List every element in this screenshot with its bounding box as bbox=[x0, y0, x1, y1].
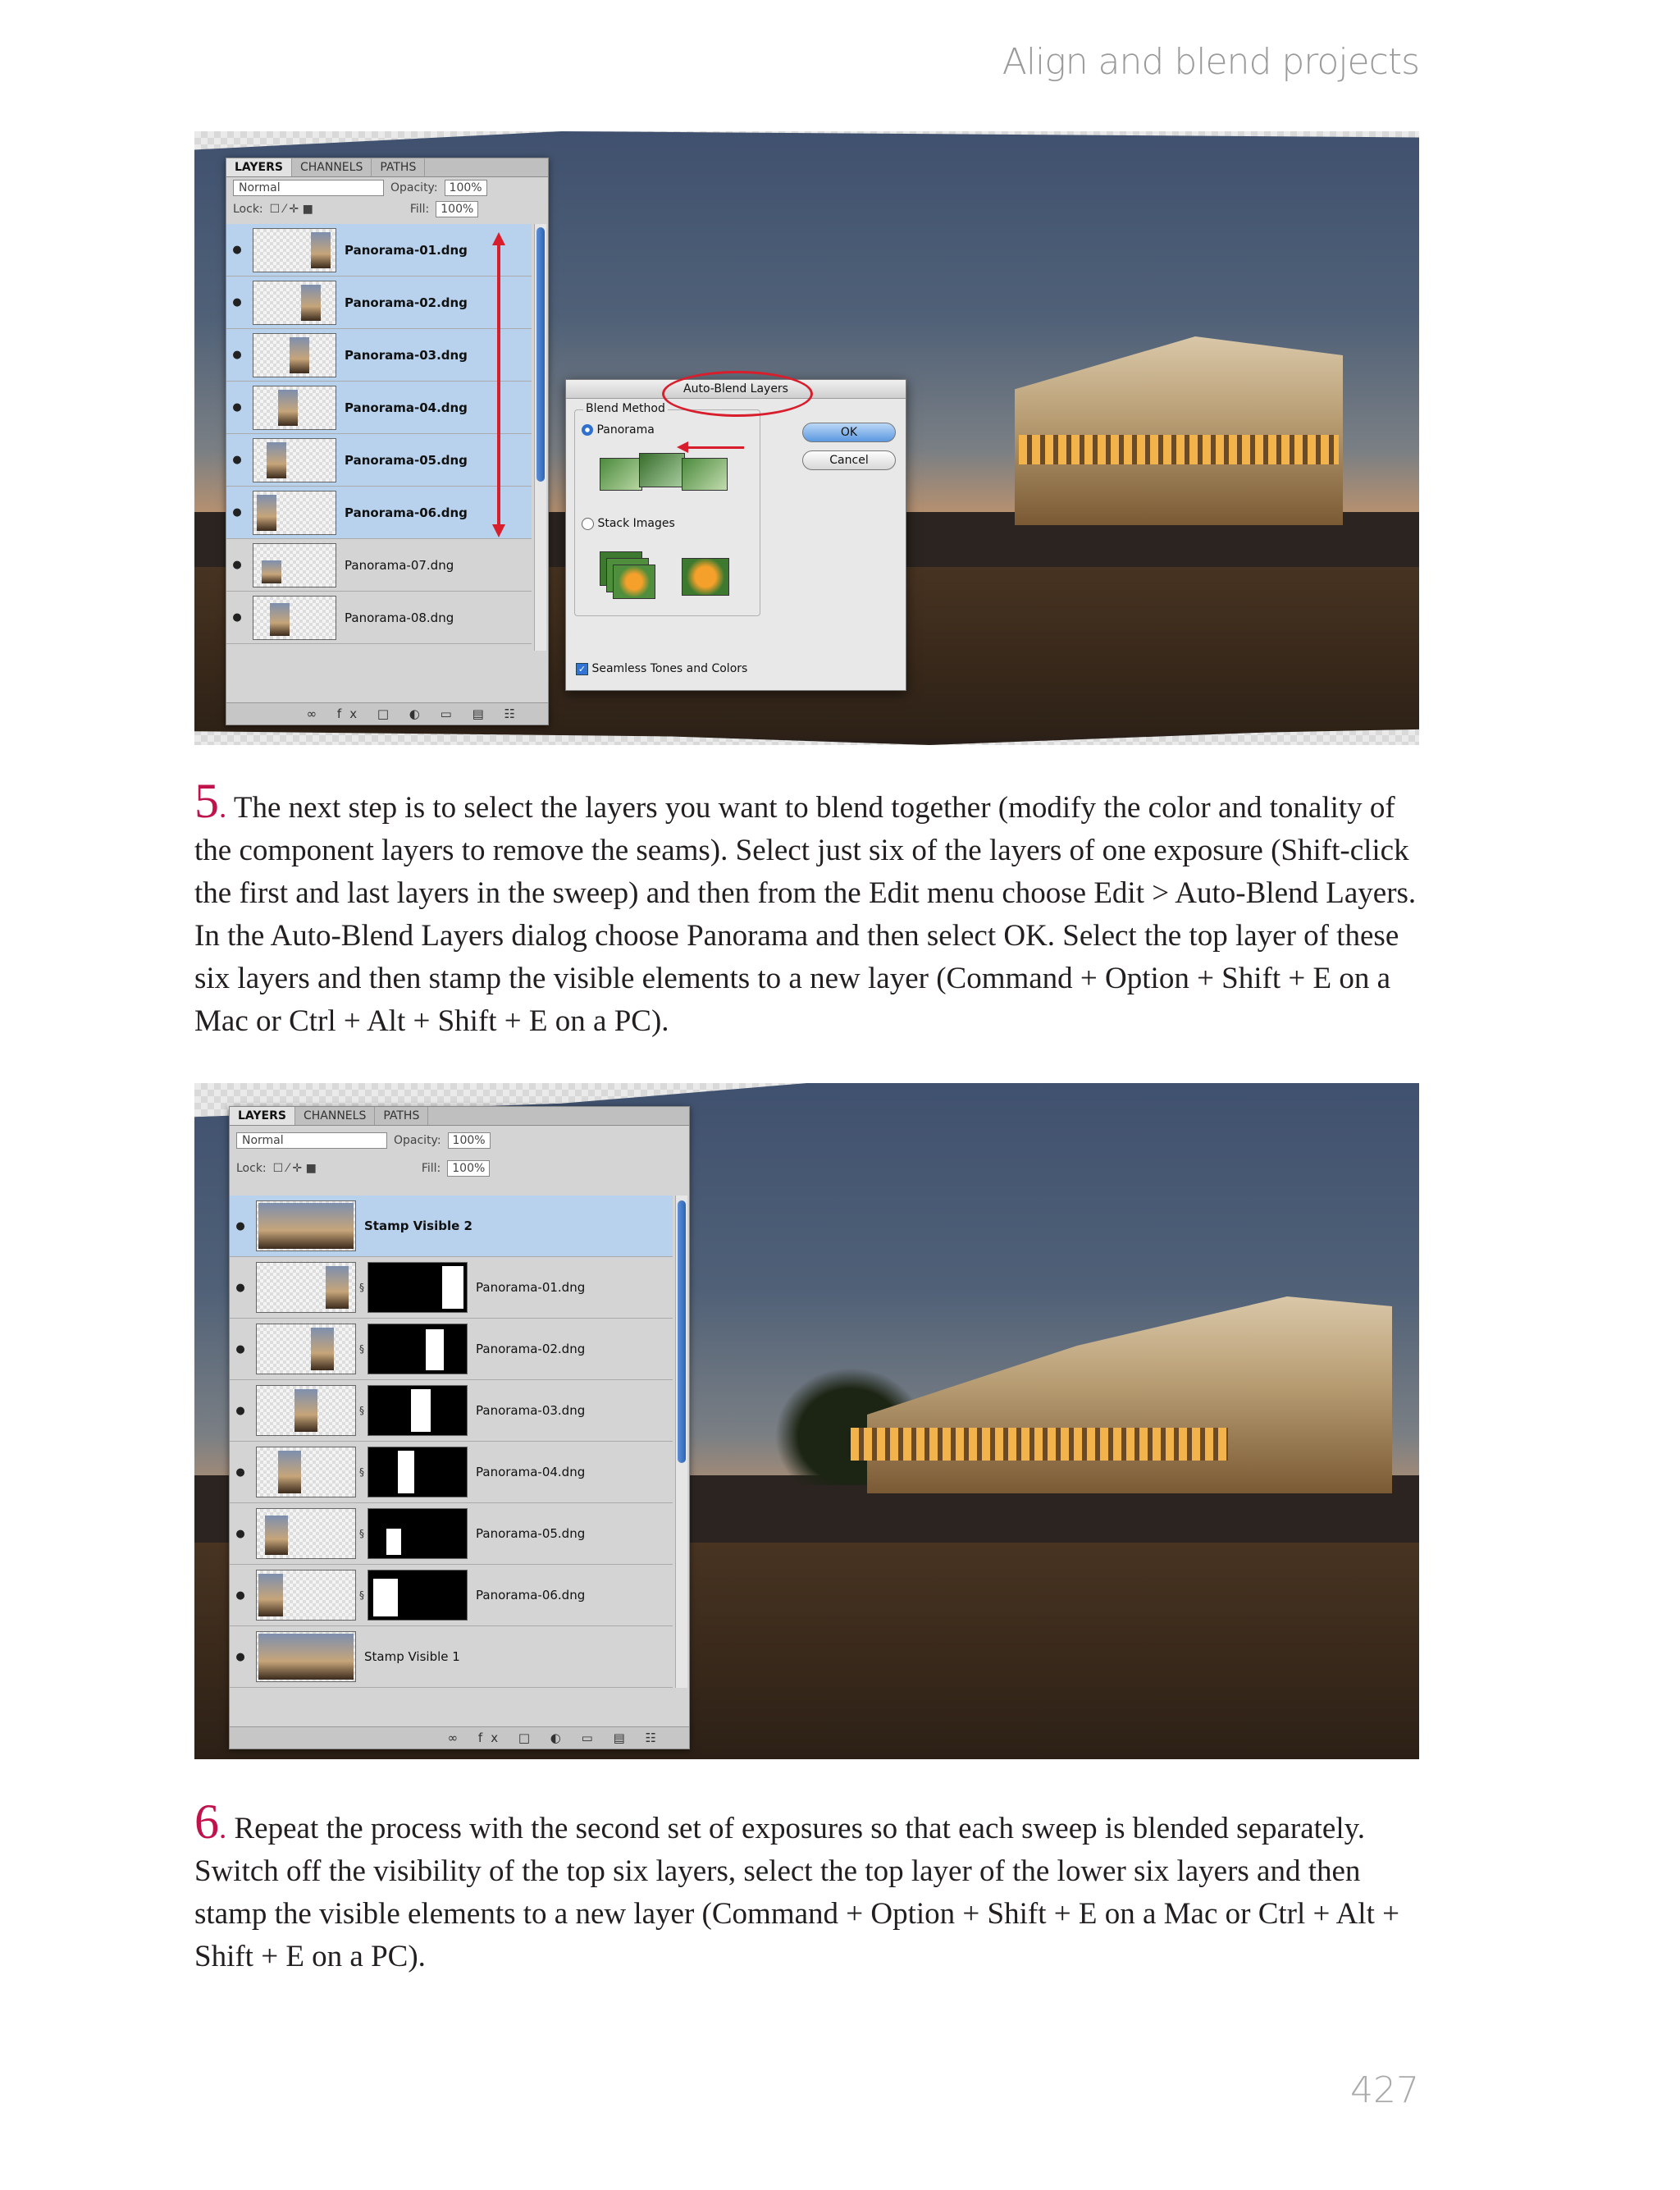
layer-row[interactable] bbox=[230, 1257, 673, 1319]
seamless-checkbox[interactable] bbox=[576, 662, 747, 675]
arrow-head-down bbox=[492, 524, 505, 537]
eye-icon[interactable]: ● bbox=[235, 1465, 245, 1479]
layer-thumbnail bbox=[253, 596, 336, 640]
layer-scrollbar[interactable] bbox=[534, 224, 546, 651]
option-panorama[interactable] bbox=[582, 423, 655, 437]
layer-thumbnail bbox=[253, 228, 336, 272]
fill-label: Fill: bbox=[409, 203, 430, 216]
layer-mask bbox=[368, 1570, 468, 1621]
layers-panel bbox=[229, 1106, 690, 1749]
link-icon: § bbox=[359, 1405, 364, 1416]
lock-label: Lock: bbox=[233, 203, 263, 216]
panel-tabs bbox=[230, 1107, 689, 1126]
callout-dialog-title bbox=[662, 371, 813, 417]
eye-icon[interactable]: ● bbox=[232, 296, 242, 309]
layer-list bbox=[230, 1196, 689, 1721]
layer-name: Panorama-05.dng bbox=[476, 1526, 586, 1541]
panel-footer-icons[interactable]: ∞ fx □ ◐ ▭ ▤ ☷ bbox=[230, 1726, 689, 1749]
layer-mask bbox=[368, 1508, 468, 1559]
layer-name: Stamp Visible 2 bbox=[364, 1218, 472, 1233]
opacity-label: Opacity: bbox=[390, 181, 438, 194]
layer-mask bbox=[368, 1385, 468, 1436]
layer-name: Panorama-07.dng bbox=[345, 557, 454, 573]
panorama-preview-icon bbox=[600, 453, 731, 494]
layer-row[interactable] bbox=[226, 277, 532, 329]
blend-mode-select[interactable]: Normal bbox=[233, 180, 384, 196]
layer-row[interactable] bbox=[226, 487, 532, 539]
layer-thumbnail bbox=[256, 1447, 356, 1497]
figure-1-screenshot bbox=[194, 131, 1419, 745]
auto-blend-dialog bbox=[565, 379, 906, 691]
layer-thumbnail bbox=[253, 333, 336, 377]
opacity-field[interactable]: 100% bbox=[448, 1132, 491, 1149]
eye-icon[interactable]: ● bbox=[235, 1342, 245, 1356]
eye-icon[interactable]: ● bbox=[232, 611, 242, 624]
layer-thumbnail bbox=[256, 1508, 356, 1559]
eye-icon[interactable]: ● bbox=[232, 454, 242, 466]
lock-label: Lock: bbox=[236, 1162, 267, 1175]
layer-thumbnail bbox=[253, 281, 336, 325]
layer-name: Panorama-03.dng bbox=[345, 347, 468, 363]
layer-row[interactable] bbox=[230, 1380, 673, 1442]
eye-icon[interactable]: ● bbox=[235, 1281, 245, 1294]
link-icon: § bbox=[359, 1589, 364, 1601]
dialog-title: Auto-Blend Layers bbox=[566, 380, 906, 399]
layer-row[interactable] bbox=[226, 592, 532, 644]
running-head: Align and blend projects bbox=[1002, 41, 1419, 83]
step-number: 6 bbox=[194, 1795, 219, 1849]
layer-row[interactable] bbox=[230, 1319, 673, 1380]
cancel-button[interactable]: Cancel bbox=[802, 450, 896, 470]
panel-footer-icons[interactable]: ∞ fx □ ◐ ▭ ▤ ☷ bbox=[226, 702, 548, 725]
layer-thumbnail bbox=[256, 1324, 356, 1374]
fill-label: Fill: bbox=[421, 1162, 441, 1175]
tab-layers[interactable]: LAYERS bbox=[230, 1107, 295, 1125]
layer-thumbnail bbox=[253, 491, 336, 535]
step-number: 5 bbox=[194, 774, 219, 828]
layer-thumbnail bbox=[256, 1262, 356, 1313]
layer-name: Panorama-01.dng bbox=[345, 242, 468, 258]
step-text: The next step is to select the layers you want to blend together (modify the color and tonality of the component layers to remove the seams). Select just six of the layers of one exposure (Shift-click the first and last layers in the sweep) and then from the Edit menu choose Edit > Auto-Blend Layers. In the Auto-Blend Layers dialog choose Panorama and then select OK. Select the top layer of these six layers and then stamp the visible elements to a new layer (Command + Option + Shift + E on a Mac or Ctrl + Alt + Shift + E on a PC). bbox=[194, 791, 1417, 1038]
link-icon: § bbox=[359, 1282, 364, 1293]
layer-row[interactable] bbox=[226, 382, 532, 434]
lock-icons[interactable]: ☐ ⁄ ✛ ■ bbox=[269, 203, 313, 216]
layer-thumbnail bbox=[253, 543, 336, 588]
eye-icon[interactable]: ● bbox=[232, 559, 242, 571]
radio-selected-icon bbox=[582, 424, 593, 436]
tab-channels[interactable]: CHANNELS bbox=[292, 158, 372, 176]
stack-preview-icon bbox=[600, 551, 739, 597]
eye-icon[interactable]: ● bbox=[232, 244, 242, 256]
building-windows bbox=[851, 1428, 1228, 1461]
eye-icon[interactable]: ● bbox=[232, 349, 242, 361]
tab-paths[interactable]: PATHS bbox=[372, 158, 425, 176]
fill-field[interactable]: 100% bbox=[447, 1160, 490, 1177]
eye-icon[interactable]: ● bbox=[235, 1589, 245, 1602]
layer-row[interactable] bbox=[230, 1196, 673, 1257]
link-icon: § bbox=[359, 1528, 364, 1539]
layer-name: Panorama-04.dng bbox=[476, 1465, 586, 1479]
eye-icon[interactable]: ● bbox=[235, 1650, 245, 1663]
layer-row[interactable] bbox=[230, 1442, 673, 1503]
checkbox-checked-icon: ✓ bbox=[576, 663, 588, 675]
layer-row[interactable] bbox=[230, 1565, 673, 1626]
arrow-head-up bbox=[492, 232, 505, 245]
blend-method-group bbox=[574, 402, 760, 616]
eye-icon[interactable]: ● bbox=[235, 1527, 245, 1540]
layer-name: Stamp Visible 1 bbox=[364, 1649, 460, 1664]
layer-thumbnail bbox=[256, 1570, 356, 1621]
callout-arrowhead bbox=[677, 441, 688, 453]
tab-paths[interactable]: PATHS bbox=[375, 1107, 428, 1125]
lock-icons[interactable]: ☐ ⁄ ✛ ■ bbox=[272, 1162, 317, 1175]
opacity-field[interactable]: 100% bbox=[445, 180, 487, 196]
eye-icon[interactable]: ● bbox=[232, 506, 242, 519]
layer-row[interactable] bbox=[226, 434, 532, 487]
ok-button[interactable]: OK bbox=[802, 423, 896, 442]
layer-name: Panorama-06.dng bbox=[345, 505, 468, 520]
layer-mask bbox=[368, 1262, 468, 1313]
layer-name: Panorama-06.dng bbox=[476, 1588, 586, 1602]
layer-name: Panorama-04.dng bbox=[345, 400, 468, 415]
blend-method-label: Blend Method bbox=[583, 402, 668, 415]
checkbox-label: Seamless Tones and Colors bbox=[591, 662, 748, 675]
layer-name: Panorama-02.dng bbox=[345, 295, 468, 310]
layer-name: Panorama-03.dng bbox=[476, 1403, 586, 1418]
option-label: Stack Images bbox=[597, 517, 675, 530]
step-text: Repeat the process with the second set of exposures so that each sweep is blended separately. Switch off the visibility of the top six layers, select the top layer of the lower six layers and then stamp the visible elements to a new layer (Command + Option + Shift + E on a Mac or Ctrl + Alt + Shift + E on a PC). bbox=[194, 1812, 1399, 1973]
layer-thumbnail bbox=[256, 1385, 356, 1436]
tab-channels[interactable]: CHANNELS bbox=[295, 1107, 375, 1125]
link-icon: § bbox=[359, 1343, 364, 1355]
layer-name: Panorama-05.dng bbox=[345, 452, 468, 468]
radio-icon bbox=[582, 518, 594, 530]
eye-icon[interactable]: ● bbox=[235, 1219, 245, 1232]
callout-arrow-panorama bbox=[687, 446, 744, 449]
opacity-label: Opacity: bbox=[394, 1134, 441, 1147]
layer-name: Panorama-08.dng bbox=[345, 610, 454, 625]
option-stack-images[interactable] bbox=[582, 517, 675, 530]
layer-mask bbox=[368, 1324, 468, 1374]
figure-2-screenshot bbox=[194, 1083, 1419, 1759]
option-label: Panorama bbox=[596, 423, 655, 437]
tab-layers[interactable]: LAYERS bbox=[226, 158, 292, 176]
layer-row[interactable] bbox=[230, 1626, 673, 1688]
link-icon: § bbox=[359, 1466, 364, 1478]
panel-tabs bbox=[226, 158, 548, 177]
layer-mask bbox=[368, 1447, 468, 1497]
layer-name: Panorama-02.dng bbox=[476, 1342, 586, 1356]
layer-list bbox=[226, 224, 548, 700]
layer-row[interactable] bbox=[230, 1503, 673, 1565]
page-number: 427 bbox=[1350, 2069, 1419, 2111]
layer-thumbnail bbox=[256, 1200, 356, 1251]
layer-thumbnail bbox=[253, 386, 336, 430]
eye-icon[interactable]: ● bbox=[232, 401, 242, 414]
layer-row[interactable] bbox=[226, 329, 532, 382]
layer-scrollbar[interactable] bbox=[675, 1196, 687, 1688]
layers-panel bbox=[226, 158, 549, 725]
eye-icon[interactable]: ● bbox=[235, 1404, 245, 1417]
layer-thumbnail bbox=[253, 438, 336, 482]
layer-thumbnail bbox=[256, 1631, 356, 1682]
blend-mode-select[interactable]: Normal bbox=[236, 1132, 387, 1149]
fill-field[interactable]: 100% bbox=[436, 201, 478, 217]
layer-row[interactable] bbox=[226, 224, 532, 277]
step-6-paragraph: 6. Repeat the process with the second set of exposures so that each sweep is blended separately. Switch off the visibility of the top six layers, select the top layer of the lower six layers and then stamp the visible elements to a new layer (Command + Option + Shift + E on a Mac or Ctrl + Alt + Shift + E on a PC). bbox=[194, 1795, 1399, 1973]
layer-name: Panorama-01.dng bbox=[476, 1280, 586, 1295]
selection-arrow bbox=[497, 240, 500, 528]
step-5-paragraph: 5. The next step is to select the layers you want to blend together (modify the color and tonality of the component layers to remove the seams). Select just six of the layers of one exposure (Shift-click the first and last layers in the sweep) and then from the Edit menu choose Edit > Auto-Blend Layers. In the Auto-Blend Layers dialog choose Panorama and then select OK. Select the top layer of these six layers and then stamp the visible elements to a new layer (Command + Option + Shift + E on a Mac or Ctrl + Alt + Shift + E on a PC). bbox=[194, 774, 1417, 1038]
layer-row[interactable] bbox=[226, 539, 532, 592]
